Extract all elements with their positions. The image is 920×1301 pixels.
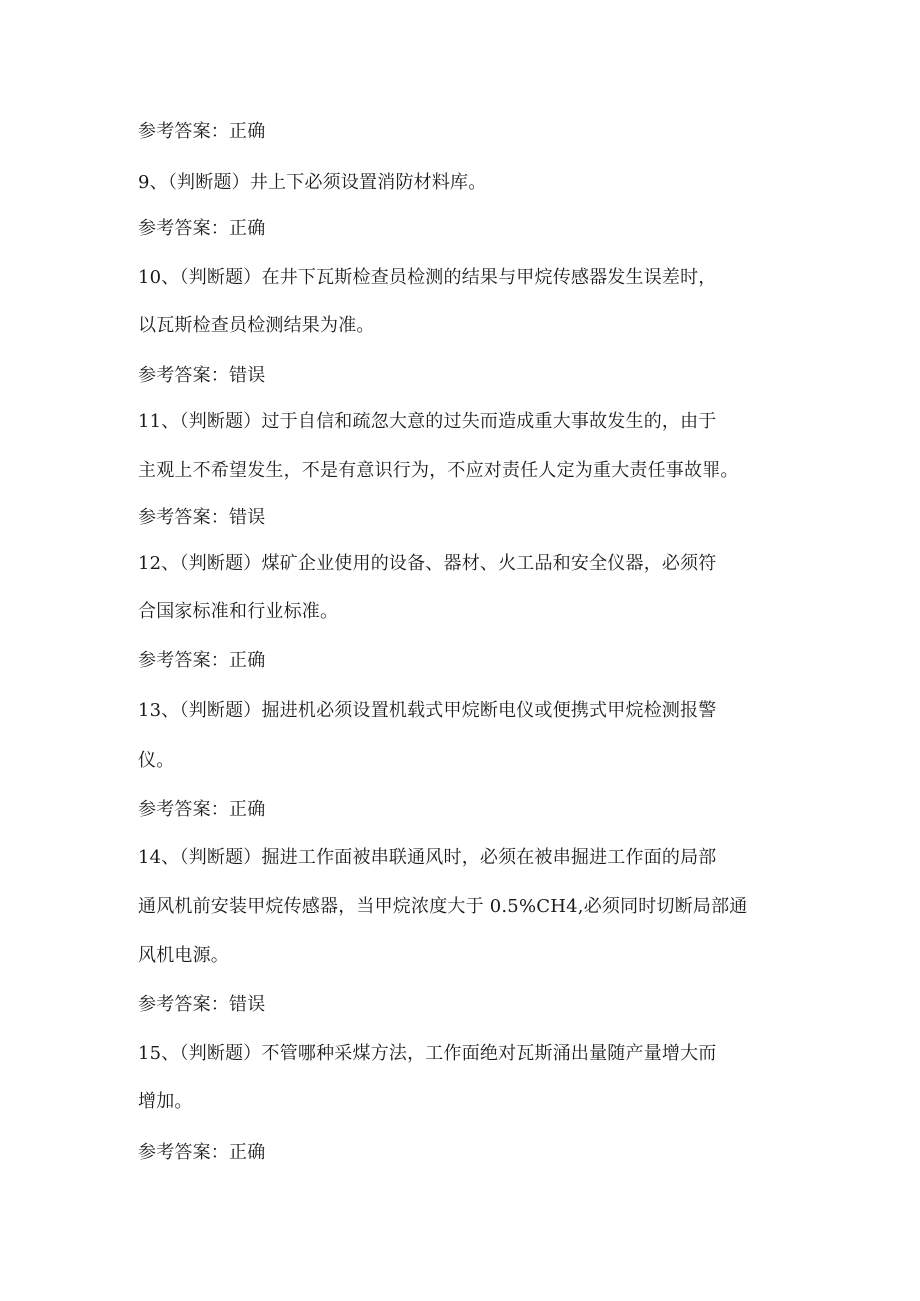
question-line: 风机电源。 [138,945,229,966]
answer-line [138,217,265,241]
question-line: 9、（判断题）井上下必须设置消防材料库。 [138,172,487,193]
question-line: 12、（判断题）煤矿企业使用的设备、器材、火工品和安全仪器，必须符 [138,553,717,574]
answer-value: 错误 [229,365,266,386]
answer-value: 错误 [229,994,266,1015]
question-line: 增加。 [138,1091,193,1112]
question-line: 14、（判断题）掘进工作面被串联通风时，必须在被串掘进工作面的局部 [138,847,717,868]
answer-line [138,364,265,388]
answer-label: 参考答案： [138,799,229,820]
answer-line [138,506,265,530]
answer-label: 参考答案： [138,121,229,142]
question-line: 13、（判断题）掘进机必须设置机载式甲烷断电仪或便携式甲烷检测报警 [138,700,717,721]
answer-line [138,993,265,1017]
answer-label: 参考答案： [138,218,229,239]
answer-value: 正确 [229,218,266,239]
answer-value: 正确 [229,1142,266,1163]
question-line: 以瓦斯检查员检测结果为准。 [138,315,375,336]
answer-label: 参考答案： [138,1142,229,1163]
question-line: 11、（判断题）过于自信和疏忽大意的过失而造成重大事故发生的，由于 [138,411,717,432]
answer-line [138,1141,265,1165]
answer-label: 参考答案： [138,365,229,386]
answer-value: 正确 [229,650,266,671]
question-line: 通风机前安装甲烷传感器，当甲烷浓度大于 0.5%CH4,必须同时切断局部通 [138,896,748,917]
answer-value: 正确 [229,799,266,820]
question-line: 主观上不希望发生，不是有意识行为，不应对责任人定为重大责任事故罪。 [138,460,739,481]
answer-label: 参考答案： [138,994,229,1015]
answer-label: 参考答案： [138,507,229,528]
question-line: 15、（判断题）不管哪种采煤方法，工作面绝对瓦斯涌出量随产量增大而 [138,1043,717,1064]
question-line: 合国家标准和行业标准。 [138,601,339,622]
answer-line [138,798,265,822]
answer-value: 错误 [229,507,266,528]
answer-line [138,120,265,144]
question-line: 仪。 [138,750,175,771]
question-line: 10、（判断题）在井下瓦斯检查员检测的结果与甲烷传感器发生误差时， [138,267,717,288]
answer-line [138,649,265,673]
answer-label: 参考答案： [138,650,229,671]
answer-value: 正确 [229,121,266,142]
